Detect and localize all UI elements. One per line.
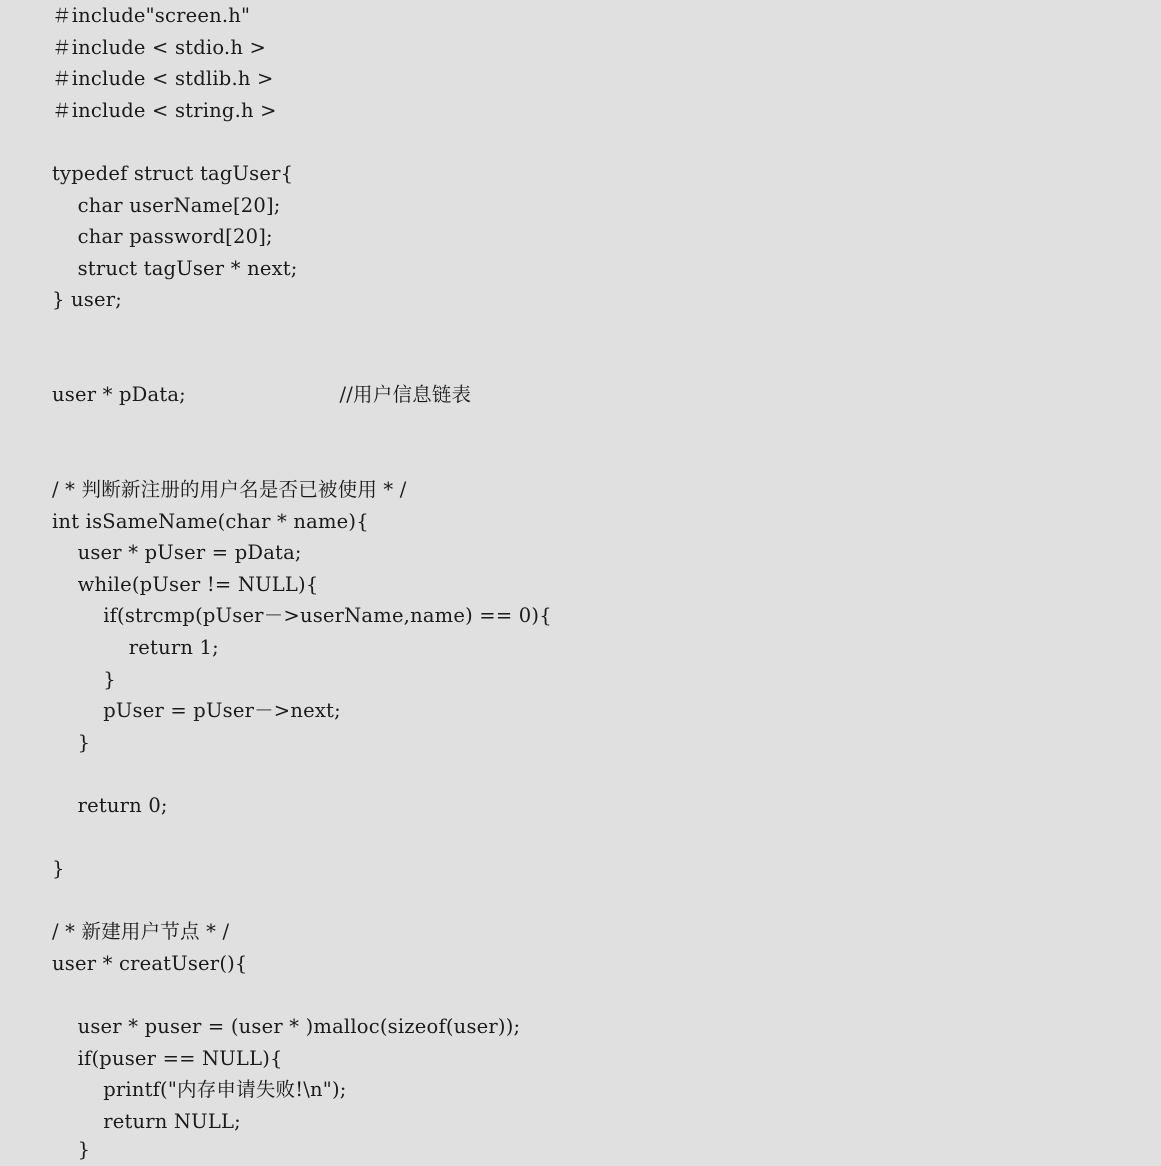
code-line-8: char password[20]; xyxy=(52,225,273,249)
code-line-37: } xyxy=(52,1138,91,1161)
code-line-19: while(pUser != NULL){ xyxy=(52,572,319,596)
code-line-17: int isSameName(char * name){ xyxy=(52,509,369,533)
code-line-6: typedef struct tagUser{ xyxy=(52,162,294,185)
code-line-26: return 0; xyxy=(52,794,168,817)
code-line-2: ＃include < stdio.h > xyxy=(52,35,267,59)
code-line-18: user * pUser = pData; xyxy=(52,541,302,565)
code-line-10: } user; xyxy=(52,288,123,312)
code-line-35: printf("内存申请失败!\n"); xyxy=(52,1078,347,1102)
code-line-36: return NULL; xyxy=(52,1110,241,1133)
code-line-34: if(puser == NULL){ xyxy=(52,1046,283,1070)
code-line-31: user * creatUser(){ xyxy=(52,952,248,975)
code-line-13: user * pData; //用户信息链表 xyxy=(52,383,472,407)
code-line-3: ＃include < stdlib.h > xyxy=(52,67,274,91)
code-line-28: } xyxy=(52,857,65,881)
code-line-23: pUser = pUser－>next; xyxy=(52,699,341,723)
code-line-9: struct tagUser * next; xyxy=(52,256,298,280)
code-line-4: ＃include < string.h > xyxy=(52,98,277,122)
code-line-16: / * 判断新注册的用户名是否已被使用 * / xyxy=(52,478,407,501)
code-line-33: user * puser = (user * )malloc(sizeof(user)); xyxy=(52,1015,521,1039)
code-line-30: / * 新建用户节点 * / xyxy=(52,920,230,944)
code-line-22: } xyxy=(52,667,116,691)
code-line-21: return 1; xyxy=(52,636,219,659)
code-line-1: ＃include"screen.h" xyxy=(52,4,251,27)
code-line-7: char userName[20]; xyxy=(52,193,281,217)
code-line-20: if(strcmp(pUser－>userName,name) == 0){ xyxy=(52,604,552,628)
code-line-24: } xyxy=(52,730,91,754)
